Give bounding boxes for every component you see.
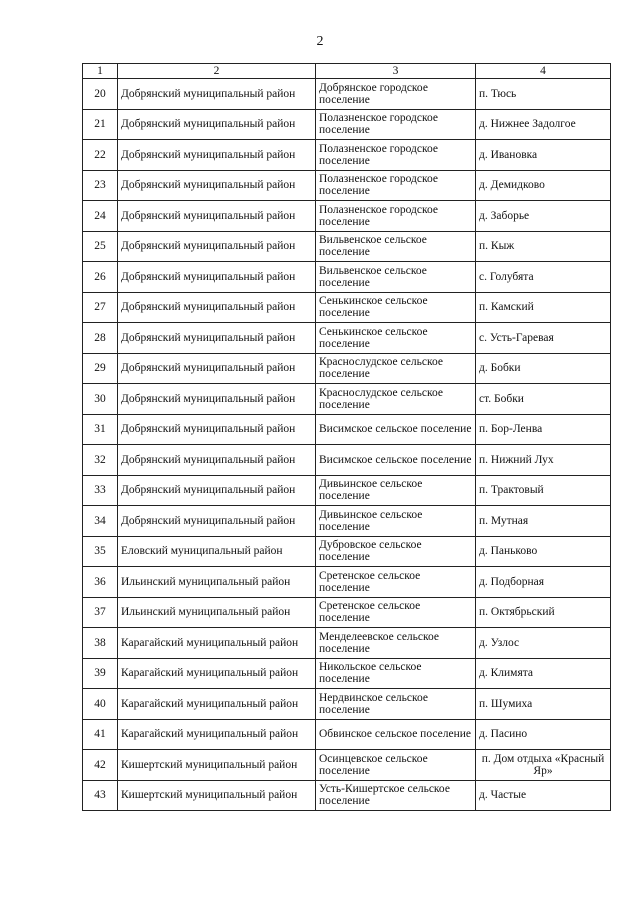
district-name: Добрянский муниципальный район xyxy=(118,201,316,232)
district-name: Добрянский муниципальный район xyxy=(118,109,316,140)
row-number: 20 xyxy=(83,79,118,110)
table-row xyxy=(83,475,611,506)
row-number: 40 xyxy=(83,689,118,720)
settlement-name: Сенькинское сельское поселение xyxy=(316,323,476,354)
locality-name: ст. Бобки xyxy=(476,384,611,415)
table-row xyxy=(83,140,611,171)
settlement-name: Висимское сельское поселение xyxy=(316,445,476,476)
district-name: Добрянский муниципальный район xyxy=(118,140,316,171)
header-row xyxy=(83,64,611,79)
table-row xyxy=(83,292,611,323)
settlement-name: Сретенское сельское поселение xyxy=(316,567,476,598)
locality-name: д. Подборная xyxy=(476,567,611,598)
settlement-name: Сенькинское сельское поселение xyxy=(316,292,476,323)
settlement-name: Обвинское сельское поселение xyxy=(316,719,476,750)
row-number: 42 xyxy=(83,750,118,781)
row-number: 27 xyxy=(83,292,118,323)
district-name: Добрянский муниципальный район xyxy=(118,262,316,293)
district-name: Добрянский муниципальный район xyxy=(118,353,316,384)
settlement-name: Висимское сельское поселение xyxy=(316,414,476,445)
locality-name: с. Усть-Гаревая xyxy=(476,323,611,354)
locality-name: д. Пасино xyxy=(476,719,611,750)
header-col-4: 4 xyxy=(476,64,611,79)
table-row xyxy=(83,719,611,750)
table-row xyxy=(83,414,611,445)
row-number: 39 xyxy=(83,658,118,689)
settlement-name: Полазненское городское поселение xyxy=(316,201,476,232)
settlement-name: Полазненское городское поселение xyxy=(316,140,476,171)
settlements-table xyxy=(82,63,611,811)
page-number: 2 xyxy=(316,34,324,49)
settlement-name: Дивьинское сельское поселение xyxy=(316,475,476,506)
settlement-name: Сретенское сельское поселение xyxy=(316,597,476,628)
table-row xyxy=(83,262,611,293)
district-name: Карагайский муниципальный район xyxy=(118,628,316,659)
table-row xyxy=(83,201,611,232)
row-number: 30 xyxy=(83,384,118,415)
row-number: 25 xyxy=(83,231,118,262)
row-number: 43 xyxy=(83,780,118,811)
settlement-name: Нердвинское сельское поселение xyxy=(316,689,476,720)
settlement-name: Дубровское сельское поселение xyxy=(316,536,476,567)
district-name: Карагайский муниципальный район xyxy=(118,658,316,689)
header-col-1: 1 xyxy=(83,64,118,79)
settlement-name: Менделеевское сельское поселение xyxy=(316,628,476,659)
locality-name: д. Частые xyxy=(476,780,611,811)
locality-name: д. Демидково xyxy=(476,170,611,201)
row-number: 34 xyxy=(83,506,118,537)
table-row xyxy=(83,628,611,659)
table-row xyxy=(83,780,611,811)
district-name: Ильинский муниципальный район xyxy=(118,567,316,598)
table-row xyxy=(83,597,611,628)
row-number: 29 xyxy=(83,353,118,384)
district-name: Ильинский муниципальный район xyxy=(118,597,316,628)
locality-name: п. Трактовый xyxy=(476,475,611,506)
settlement-name: Вильвенское сельское поселение xyxy=(316,262,476,293)
locality-name: п. Тюсь xyxy=(476,79,611,110)
district-name: Добрянский муниципальный район xyxy=(118,231,316,262)
district-name: Еловский муниципальный район xyxy=(118,536,316,567)
locality-name: д. Бобки xyxy=(476,353,611,384)
district-name: Добрянский муниципальный район xyxy=(118,414,316,445)
district-name: Карагайский муниципальный район xyxy=(118,689,316,720)
row-number: 37 xyxy=(83,597,118,628)
settlement-name: Дивьинское сельское поселение xyxy=(316,506,476,537)
table-row xyxy=(83,567,611,598)
table-row xyxy=(83,445,611,476)
district-name: Кишертский муниципальный район xyxy=(118,750,316,781)
row-number: 31 xyxy=(83,414,118,445)
district-name: Добрянский муниципальный район xyxy=(118,79,316,110)
row-number: 23 xyxy=(83,170,118,201)
locality-name: п. Нижний Лух xyxy=(476,445,611,476)
district-name: Карагайский муниципальный район xyxy=(118,719,316,750)
table-row xyxy=(83,689,611,720)
locality-name: с. Голубята xyxy=(476,262,611,293)
settlement-name: Добрянское городское поселение xyxy=(316,79,476,110)
table-row xyxy=(83,353,611,384)
locality-name: д. Заборье xyxy=(476,201,611,232)
row-number: 28 xyxy=(83,323,118,354)
locality-name: п. Шумиха xyxy=(476,689,611,720)
settlement-name: Осинцевское сельское поселение xyxy=(316,750,476,781)
district-name: Добрянский муниципальный район xyxy=(118,323,316,354)
locality-name: д. Нижнее Задолгое xyxy=(476,109,611,140)
header-col-3: 3 xyxy=(316,64,476,79)
table-row xyxy=(83,79,611,110)
locality-name: п. Октябрьский xyxy=(476,597,611,628)
row-number: 33 xyxy=(83,475,118,506)
table-row xyxy=(83,231,611,262)
table-header xyxy=(83,64,611,79)
row-number: 21 xyxy=(83,109,118,140)
row-number: 22 xyxy=(83,140,118,171)
locality-name: д. Паньково xyxy=(476,536,611,567)
table-body xyxy=(83,79,611,811)
settlement-name: Никольское сельское поселение xyxy=(316,658,476,689)
table-row xyxy=(83,323,611,354)
locality-name: д. Узлос xyxy=(476,628,611,659)
locality-name: п. Камский xyxy=(476,292,611,323)
district-name: Добрянский муниципальный район xyxy=(118,445,316,476)
table-row xyxy=(83,536,611,567)
district-name: Добрянский муниципальный район xyxy=(118,170,316,201)
locality-name: п. Дом отдыха «Красный Яр» xyxy=(476,750,611,781)
header-col-2: 2 xyxy=(118,64,316,79)
row-number: 35 xyxy=(83,536,118,567)
locality-name: п. Бор-Ленва xyxy=(476,414,611,445)
locality-name: п. Кыж xyxy=(476,231,611,262)
row-number: 26 xyxy=(83,262,118,293)
row-number: 38 xyxy=(83,628,118,659)
district-name: Добрянский муниципальный район xyxy=(118,475,316,506)
row-number: 32 xyxy=(83,445,118,476)
row-number: 41 xyxy=(83,719,118,750)
settlement-name: Полазненское городское поселение xyxy=(316,170,476,201)
district-name: Добрянский муниципальный район xyxy=(118,292,316,323)
settlement-name: Краснослудское сельское поселение xyxy=(316,384,476,415)
table-row xyxy=(83,384,611,415)
row-number: 36 xyxy=(83,567,118,598)
table-row xyxy=(83,109,611,140)
settlement-name: Вильвенское сельское поселение xyxy=(316,231,476,262)
settlement-name: Краснослудское сельское поселение xyxy=(316,353,476,384)
settlement-name: Полазненское городское поселение xyxy=(316,109,476,140)
table-row xyxy=(83,658,611,689)
district-name: Добрянский муниципальный район xyxy=(118,506,316,537)
locality-name: п. Мутная xyxy=(476,506,611,537)
settlement-name: Усть-Кишертское сельское поселение xyxy=(316,780,476,811)
table-row xyxy=(83,750,611,781)
row-number: 24 xyxy=(83,201,118,232)
table-row xyxy=(83,170,611,201)
district-name: Кишертский муниципальный район xyxy=(118,780,316,811)
district-name: Добрянский муниципальный район xyxy=(118,384,316,415)
table-row xyxy=(83,506,611,537)
locality-name: д. Климята xyxy=(476,658,611,689)
locality-name: д. Ивановка xyxy=(476,140,611,171)
